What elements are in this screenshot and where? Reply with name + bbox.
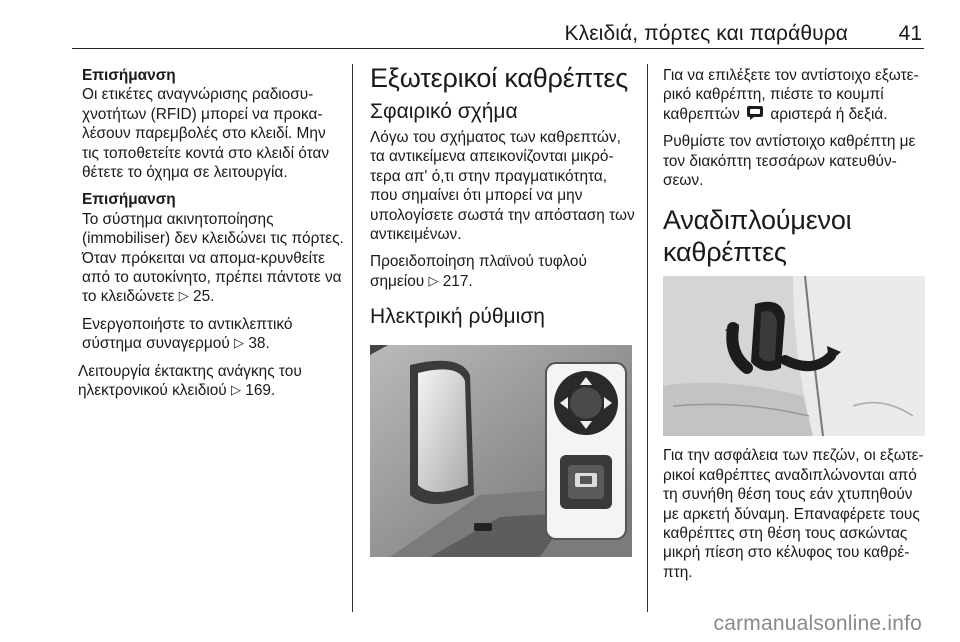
paragraph-emergency: Λειτουργία έκτακτης ανάγκης του ηλεκτρονικού κλειδιού ▷ 169. [78,362,302,400]
note-heading: Επισήμανση [82,67,176,84]
page-ref-link[interactable]: 25. [193,288,215,306]
page-number: 41 [898,22,922,45]
column-divider-2 [647,64,648,612]
page-title: Κλειδιά, πόρτες και παράθυρα [564,22,848,45]
subsection-heading: Σφαιρικό σχήμα [370,100,518,123]
page-ref-icon: ▷ [428,272,439,288]
note-text: Ενεργοποιήστε το αντικλεπτικό σύστημα συναγερμού ▷ 38. [82,315,293,353]
watermark-text: carmanualsonline.info [713,612,922,635]
column-divider-1 [352,64,353,612]
note-rfid [82,66,346,182]
column-right [663,66,927,590]
header-divider [72,48,924,49]
folding-mirror-illustration [663,276,925,436]
paragraph: Για να επιλέξετε τον αντίστοιχο εξωτε-ρικό καθρέπτη, πιέστε το κουμπί καθρεπτών αριστερά ή δεξιά. [663,67,919,123]
paragraph: Λόγω του σχήματος των καθρεπτών, τα αντικείμενα απεικονίζονται μικρό-τερα απ' ό,τι στην πραγματικότητα, που σημαίνει ότι μπορεί να μην υπολογίσετε σωστά την απόσταση των αντικειμένων. [370,129,635,244]
mirror-adjust-switch-photo [370,345,632,557]
page-header [0,0,960,52]
note-text: Το σύστημα ακινητοποίησης (immobiliser) δεν κλειδώνει τις πόρτες. Όταν πρόκειται να απομα-κρυνθείτε από το αυτοκίνητο, πρέπει πάντοτε να το κλειδώνετε ▷ 25. [82,210,344,306]
column-middle [370,62,638,557]
page-ref-link[interactable]: 38. [248,335,270,353]
paragraph: Για την ασφάλεια των πεζών, οι εξωτε-ρικοί καθρέπτες αναδιπλώνονται από τη συνήθη θέση τους εάν χτυπηθούν με αρκετή δύναμη. Επαναφέρετε τους καθρέπτες στη θέση τους ασκώντας μικρή πίεση στο κέλυφος του καθρέ-πτη. [663,447,924,581]
page-ref-icon: ▷ [178,288,189,304]
subsection-heading: Ηλεκτρική ρύθμιση [370,305,545,329]
paragraph: Ρυθμίστε τον αντίστοιχο καθρέπτη με τον διακόπτη τεσσάρων κατευθύν-σεων. [663,133,916,190]
note-immobiliser [82,190,346,306]
paragraph: Προειδοποίηση πλαϊνού τυφλού σημείου ▷ 217. [370,253,587,290]
page-ref-icon: ▷ [234,335,245,351]
folding-mirror-drawing [663,276,925,436]
note-alarm [82,315,346,354]
mirror-button-icon [746,106,764,120]
section-heading: Αναδιπλούμενοι καθρέπτες [663,205,852,268]
page-ref-icon: ▷ [231,382,241,398]
page-ref-link[interactable]: 217. [442,272,473,290]
column-left [78,66,346,409]
page-ref-link[interactable]: 169. [245,382,276,400]
note-text: Οι ετικέτες αναγνώρισης ραδιοσυ-χνοτήτων (RFID) μπορεί να προκα-λέσουν παρεμβολές στο κλειδί. Μην τις τοποθετείτε κοντά στο κλειδί όταν θέτετε το όχημα σε λειτουργία. [82,86,330,182]
mirror-switch-drawing [370,345,632,557]
note-heading: Επισήμανση [82,191,176,209]
section-heading: Εξωτερικοί καθρέπτες [370,63,629,93]
